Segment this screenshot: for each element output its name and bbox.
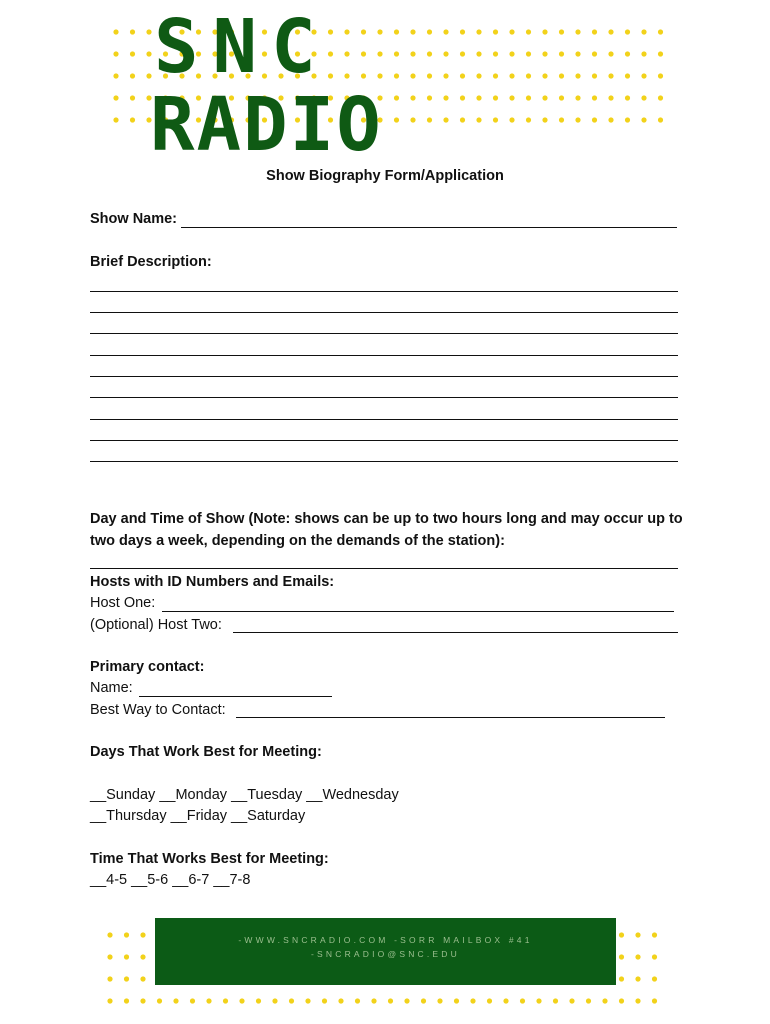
decorative-dot — [575, 95, 580, 100]
decorative-dot — [146, 73, 151, 78]
decorative-dot — [404, 998, 409, 1003]
decorative-dot — [443, 73, 448, 78]
decorative-dot — [146, 51, 151, 56]
decorative-dot — [625, 73, 630, 78]
time-options[interactable]: __4-5 __5-6 __6-7 __7-8 — [90, 872, 251, 888]
primary-contact-label: Primary contact: — [90, 659, 205, 675]
description-line-1[interactable] — [90, 291, 678, 292]
decorative-dot — [592, 51, 597, 56]
decorative-dot — [107, 976, 112, 981]
decorative-dot — [394, 73, 399, 78]
decorative-dot — [476, 73, 481, 78]
decorative-dot — [410, 51, 415, 56]
decorative-dot — [388, 998, 393, 1003]
decorative-dot — [658, 29, 663, 34]
decorative-dot — [377, 73, 382, 78]
decorative-dot — [526, 73, 531, 78]
decorative-dot — [635, 932, 640, 937]
decorative-dot — [130, 51, 135, 56]
decorative-dot — [394, 29, 399, 34]
form-title: Show Biography Form/Application — [266, 168, 504, 184]
decorative-dot — [394, 95, 399, 100]
decorative-dot — [190, 998, 195, 1003]
best-way-label: Best Way to Contact: — [90, 702, 226, 718]
decorative-dot — [658, 117, 663, 122]
decorative-dot — [559, 73, 564, 78]
description-line-4[interactable] — [90, 355, 678, 356]
decorative-dot — [569, 998, 574, 1003]
decorative-dot — [625, 51, 630, 56]
hosts-label: Hosts with ID Numbers and Emails: — [90, 574, 335, 590]
decorative-dot — [460, 29, 465, 34]
decorative-dot — [421, 998, 426, 1003]
decorative-dot — [493, 73, 498, 78]
decorative-dot — [652, 954, 657, 959]
decorative-dot — [107, 954, 112, 959]
decorative-dot — [460, 73, 465, 78]
decorative-dot — [526, 95, 531, 100]
decorative-dot — [410, 29, 415, 34]
decorative-dot — [652, 976, 657, 981]
decorative-dot — [520, 998, 525, 1003]
brief-description-label: Brief Description: — [90, 254, 212, 270]
decorative-dot — [641, 95, 646, 100]
decorative-dot — [476, 95, 481, 100]
decorative-dot — [509, 73, 514, 78]
decorative-dot — [493, 51, 498, 56]
decorative-dot — [509, 95, 514, 100]
decorative-dot — [113, 117, 118, 122]
decorative-dot — [493, 95, 498, 100]
decorative-dot — [526, 51, 531, 56]
decorative-dot — [140, 976, 145, 981]
decorative-dot — [559, 29, 564, 34]
decorative-dot — [608, 73, 613, 78]
decorative-dot — [124, 932, 129, 937]
decorative-dot — [107, 932, 112, 937]
description-line-8[interactable] — [90, 440, 678, 441]
decorative-dot — [344, 51, 349, 56]
description-line-6[interactable] — [90, 397, 678, 398]
host-two-field[interactable] — [233, 632, 678, 633]
days-options-line-2[interactable]: __Thursday __Friday __Saturday — [90, 808, 306, 824]
decorative-dot — [608, 95, 613, 100]
decorative-dot — [658, 51, 663, 56]
decorative-dot — [526, 117, 531, 122]
decorative-dot — [476, 117, 481, 122]
decorative-dot — [470, 998, 475, 1003]
time-label: Time That Works Best for Meeting: — [90, 851, 329, 867]
decorative-dot — [509, 117, 514, 122]
decorative-dot — [443, 95, 448, 100]
decorative-dot — [625, 29, 630, 34]
description-line-7[interactable] — [90, 419, 678, 420]
decorative-dot — [487, 998, 492, 1003]
decorative-dot — [361, 51, 366, 56]
decorative-dot — [272, 998, 277, 1003]
decorative-dot — [608, 51, 613, 56]
decorative-dot — [619, 932, 624, 937]
host-one-field[interactable] — [162, 611, 674, 612]
decorative-dot — [427, 95, 432, 100]
footer-website-mailbox: -WWW.SNCRADIO.COM -SORR MAILBOX #41 — [238, 935, 533, 945]
show-name-field[interactable] — [181, 227, 677, 228]
decorative-dot — [542, 29, 547, 34]
decorative-dot — [575, 117, 580, 122]
decorative-dot — [542, 117, 547, 122]
decorative-dot — [113, 95, 118, 100]
decorative-dot — [602, 998, 607, 1003]
footer-contact-bar — [155, 918, 616, 985]
decorative-dot — [173, 998, 178, 1003]
decorative-dot — [355, 998, 360, 1003]
decorative-dot — [344, 73, 349, 78]
show-name-label: Show Name: — [90, 211, 178, 227]
decorative-dot — [130, 95, 135, 100]
decorative-dot — [575, 29, 580, 34]
decorative-dot — [130, 117, 135, 122]
decorative-dot — [542, 73, 547, 78]
decorative-dot — [542, 95, 547, 100]
decorative-dot — [503, 998, 508, 1003]
decorative-dot — [641, 117, 646, 122]
decorative-dot — [608, 29, 613, 34]
decorative-dot — [427, 117, 432, 122]
contact-name-field[interactable] — [139, 696, 332, 697]
days-options-line-1[interactable]: __Sunday __Monday __Tuesday __Wednesday — [90, 787, 399, 803]
day-time-note: Day and Time of Show (Note: shows can be up to two hours long and may occur up to two days a week, depending on the demands of the station): — [90, 511, 683, 549]
decorative-dot — [559, 95, 564, 100]
decorative-dot — [427, 51, 432, 56]
footer-email: -SNCRADIO@SNC.EDU — [311, 949, 460, 959]
decorative-dot — [157, 998, 162, 1003]
decorative-dot — [130, 29, 135, 34]
decorative-dot — [146, 29, 151, 34]
decorative-dot — [619, 954, 624, 959]
decorative-dot — [427, 29, 432, 34]
decorative-dot — [608, 117, 613, 122]
decorative-dot — [223, 998, 228, 1003]
decorative-dot — [140, 998, 145, 1003]
contact-name-label: Name: — [90, 680, 133, 696]
decorative-dot — [586, 998, 591, 1003]
logo-line-radio: RADIO — [150, 82, 383, 168]
decorative-dot — [619, 976, 624, 981]
decorative-dot — [256, 998, 261, 1003]
description-line-9[interactable] — [90, 461, 678, 462]
decorative-dot — [619, 998, 624, 1003]
decorative-dot — [652, 998, 657, 1003]
decorative-dot — [443, 51, 448, 56]
decorative-dot — [641, 51, 646, 56]
decorative-dot — [113, 51, 118, 56]
decorative-dot — [377, 29, 382, 34]
description-line-2[interactable] — [90, 312, 678, 313]
decorative-dot — [592, 95, 597, 100]
decorative-dot — [493, 29, 498, 34]
decorative-dot — [410, 73, 415, 78]
decorative-dot — [460, 117, 465, 122]
host-two-label: (Optional) Host Two: — [90, 617, 222, 633]
decorative-dot — [460, 95, 465, 100]
decorative-dot — [140, 954, 145, 959]
decorative-dot — [553, 998, 558, 1003]
decorative-dot — [427, 73, 432, 78]
decorative-dot — [443, 29, 448, 34]
decorative-dot — [113, 29, 118, 34]
decorative-dot — [454, 998, 459, 1003]
decorative-dot — [371, 998, 376, 1003]
decorative-dot — [443, 117, 448, 122]
decorative-dot — [206, 998, 211, 1003]
decorative-dot — [575, 73, 580, 78]
decorative-dot — [113, 73, 118, 78]
decorative-dot — [305, 998, 310, 1003]
decorative-dot — [536, 998, 541, 1003]
decorative-dot — [377, 51, 382, 56]
decorative-dot — [625, 95, 630, 100]
decorative-dot — [460, 51, 465, 56]
decorative-dot — [394, 117, 399, 122]
decorative-dot — [361, 29, 366, 34]
decorative-dot — [107, 998, 112, 1003]
decorative-dot — [641, 73, 646, 78]
description-line-5[interactable] — [90, 376, 678, 377]
host-one-label: Host One: — [90, 595, 156, 611]
decorative-dot — [509, 51, 514, 56]
decorative-dot — [509, 29, 514, 34]
decorative-dot — [361, 73, 366, 78]
decorative-dot — [559, 51, 564, 56]
decorative-dot — [635, 954, 640, 959]
decorative-dot — [124, 998, 129, 1003]
description-line-3[interactable] — [90, 333, 678, 334]
decorative-dot — [635, 976, 640, 981]
decorative-dot — [410, 117, 415, 122]
day-time-field[interactable] — [90, 568, 678, 569]
decorative-dot — [559, 117, 564, 122]
decorative-dot — [652, 932, 657, 937]
decorative-dot — [140, 932, 145, 937]
decorative-dot — [526, 29, 531, 34]
decorative-dot — [592, 29, 597, 34]
decorative-dot — [239, 998, 244, 1003]
decorative-dot — [635, 998, 640, 1003]
decorative-dot — [575, 51, 580, 56]
decorative-dot — [410, 95, 415, 100]
decorative-dot — [344, 29, 349, 34]
decorative-dot — [394, 51, 399, 56]
decorative-dot — [130, 73, 135, 78]
best-way-field[interactable] — [236, 717, 665, 718]
decorative-dot — [289, 998, 294, 1003]
decorative-dot — [338, 998, 343, 1003]
decorative-dot — [493, 117, 498, 122]
decorative-dot — [322, 998, 327, 1003]
decorative-dot — [592, 73, 597, 78]
decorative-dot — [476, 29, 481, 34]
decorative-dot — [124, 976, 129, 981]
decorative-dot — [641, 29, 646, 34]
decorative-dot — [437, 998, 442, 1003]
decorative-dot — [542, 51, 547, 56]
decorative-dot — [625, 117, 630, 122]
decorative-dot — [658, 73, 663, 78]
decorative-dot — [658, 95, 663, 100]
decorative-dot — [124, 954, 129, 959]
decorative-dot — [592, 117, 597, 122]
decorative-dot — [476, 51, 481, 56]
logo-line-snc: SNC — [154, 4, 330, 90]
days-label: Days That Work Best for Meeting: — [90, 744, 322, 760]
